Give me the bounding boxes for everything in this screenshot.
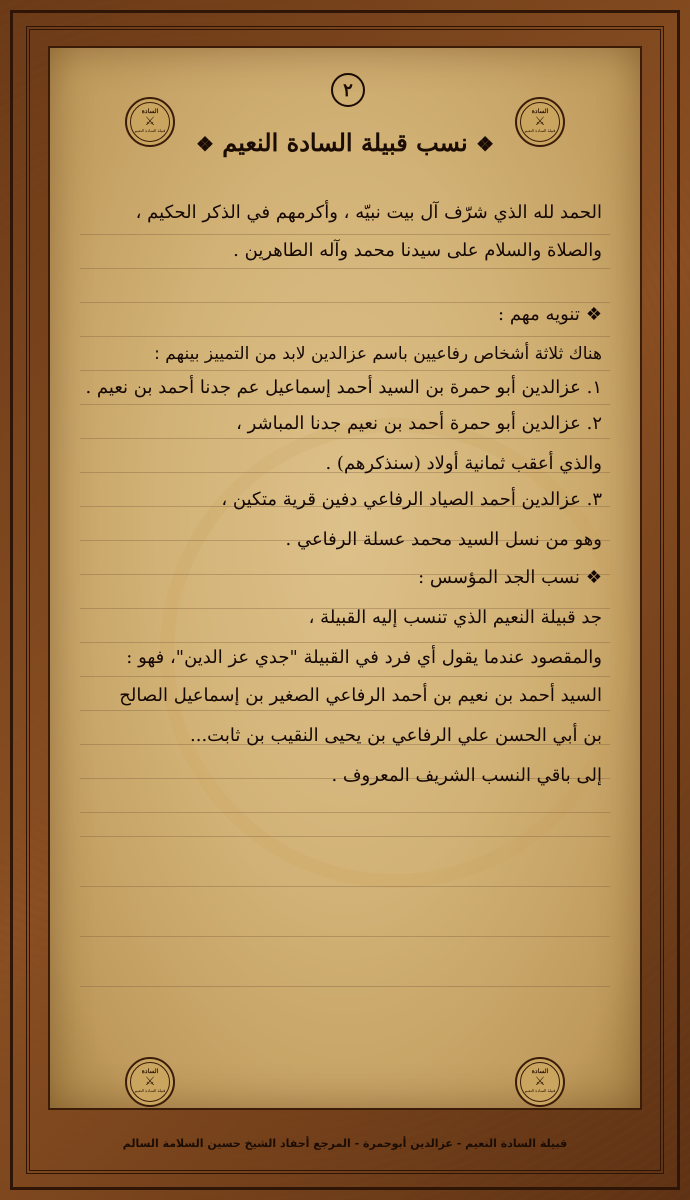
- title-text: نسب قبيلة السادة النعيم: [222, 128, 468, 157]
- page-number: ٢: [331, 73, 365, 107]
- emblem-logo-bottom-right: السادة ⚔ قبيلة السادة النعيم: [515, 1057, 565, 1107]
- note-item-3b: وهو من نسل السيد محمد عسلة الرفاعي .: [285, 529, 602, 550]
- note-item-2b: والذي أعقب ثمانية أولاد (سنذكرهم) .: [325, 453, 602, 474]
- note-heading: ❖تنويه مهم :: [498, 304, 602, 325]
- emblem-logo-bottom-left: السادة ⚔ قبيلة السادة النعيم: [125, 1057, 175, 1107]
- dagger-icon: ⚔: [534, 1073, 546, 1088]
- founder-line-3: السيد أحمد بن نعيم بن أحمد الرفاعي الصغير بن إسماعيل الصالح: [119, 685, 602, 706]
- diamond-icon: ❖: [195, 132, 214, 156]
- emblem-logo-top-right: السادة ⚔ قبيلة السادة النعيم: [515, 97, 565, 147]
- note-item-3a: ٣. عزالدين أحمد الصياد الرفاعي دفين قرية متكين ،: [221, 489, 602, 510]
- note-item-2a: ٢. عزالدين أبو حمرة أحمد بن نعيم جدنا المباشر ،: [236, 413, 602, 434]
- page-title: [80, 128, 610, 157]
- footer-credit: قبيلة السادة النعيم - عزالدين أبوحمرة - المرجع أحفاد الشيخ حسين السلامة السالم: [122, 1137, 568, 1150]
- founder-line-4: بن أبي الحسن علي الرفاعي بن يحيى النقيب بن ثابت...: [190, 725, 602, 746]
- note-lead: هناك ثلاثة أشخاص رفاعيين باسم عزالدين لابد من التمييز بينهم :: [154, 344, 602, 364]
- founder-line-2: والمقصود عندما يقول أي فرد في القبيلة "جدي عز الدين"، فهو :: [126, 647, 602, 668]
- diamond-icon: ❖: [585, 567, 602, 588]
- note-item-1: ١. عزالدين أبو حمرة بن السيد أحمد إسماعيل عم جدنا أحمد بن نعيم .: [85, 377, 602, 398]
- dagger-icon: ⚔: [144, 1073, 156, 1088]
- diamond-icon: ❖: [476, 132, 495, 156]
- founder-line-1: جد قبيلة النعيم الذي تنسب إليه القبيلة ،: [308, 607, 602, 628]
- diamond-icon: ❖: [585, 304, 602, 325]
- intro-line-2: والصلاة والسلام على سيدنا محمد وآله الطاهرين .: [233, 240, 602, 261]
- founder-heading: ❖نسب الجد المؤسس :: [418, 567, 602, 588]
- ruled-lines: [80, 0, 610, 1200]
- emblem-logo-top-left: السادة ⚔ قبيلة السادة النعيم: [125, 97, 175, 147]
- intro-line-1: الحمد لله الذي شرّف آل بيت نبيّه ، وأكرمهم في الذكر الحكيم ،: [135, 202, 602, 223]
- dagger-icon: ⚔: [144, 113, 156, 128]
- dagger-icon: ⚔: [534, 113, 546, 128]
- founder-line-5: إلى باقي النسب الشريف المعروف .: [331, 765, 602, 786]
